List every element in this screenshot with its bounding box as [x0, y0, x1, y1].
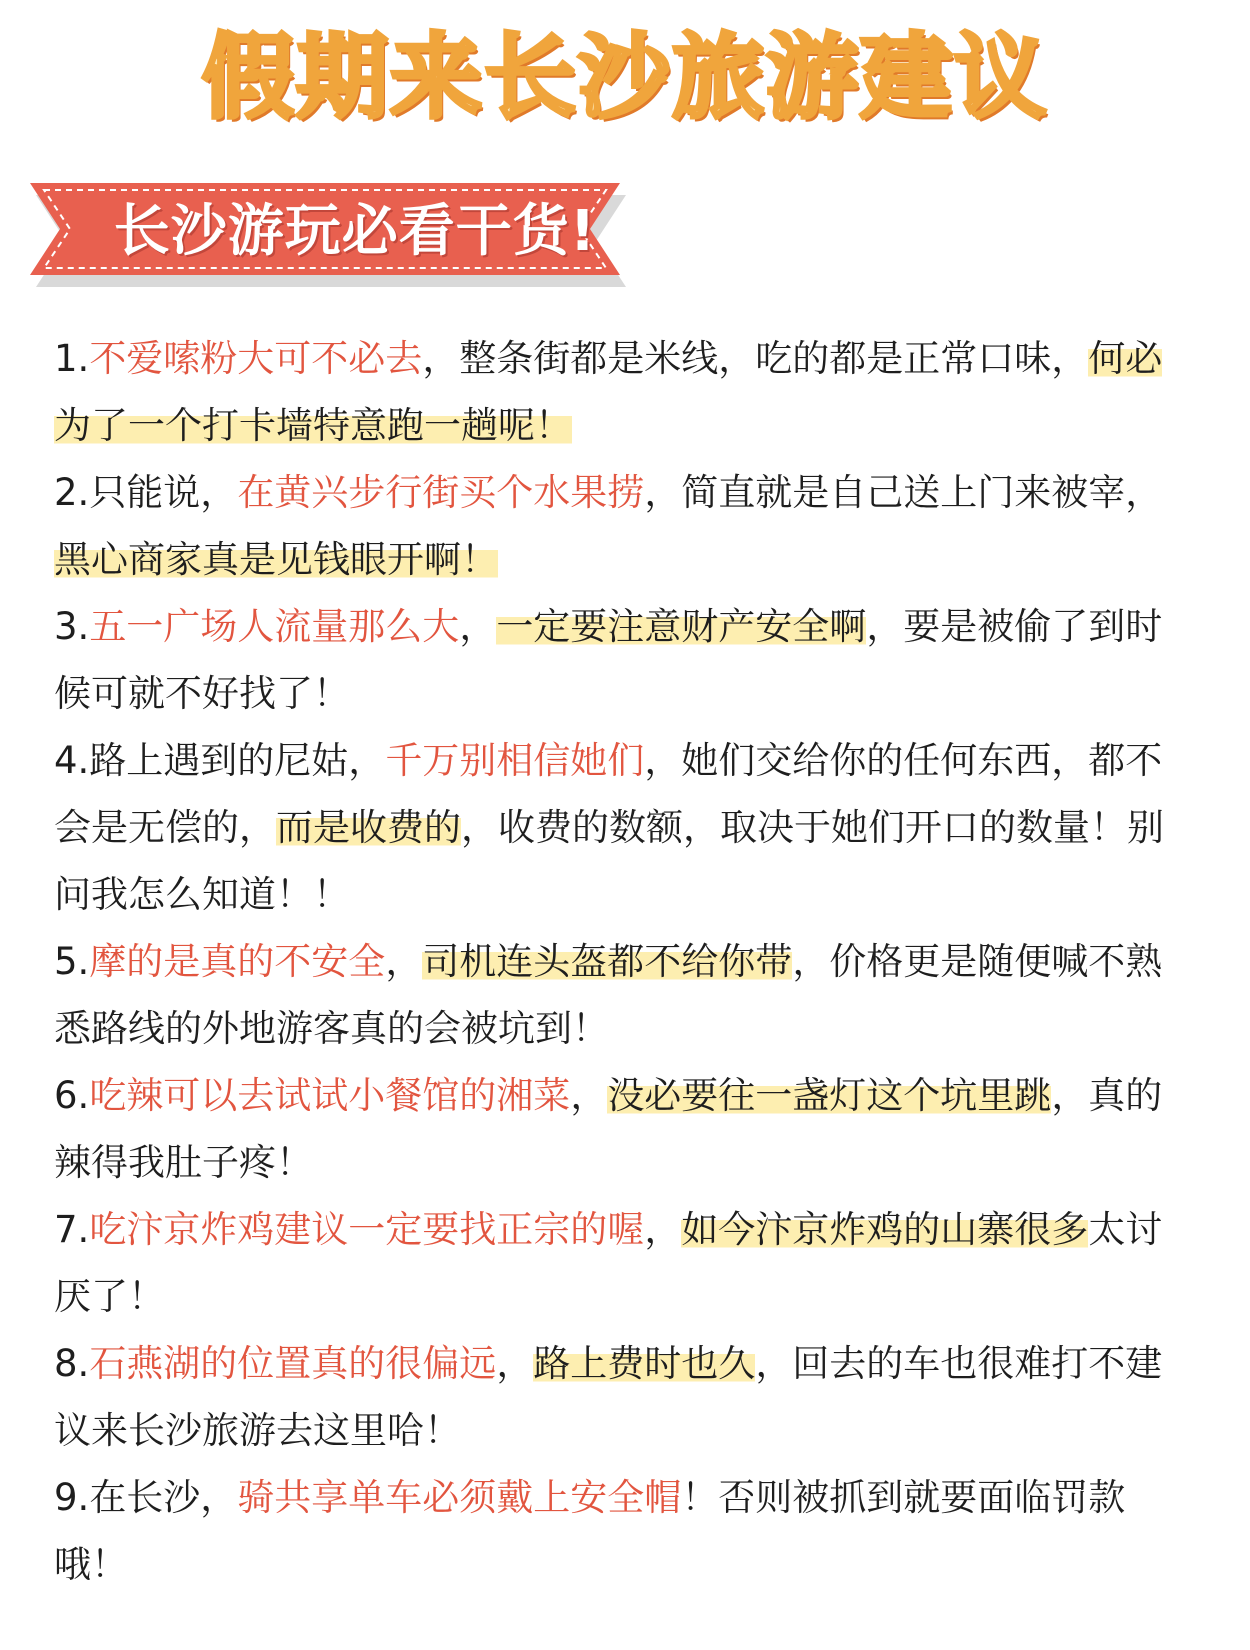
tip-emphasis-red: 在黄兴步行街买个水果捞 — [237, 471, 645, 514]
tip-text: 太讨厌了！ — [54, 1208, 1163, 1318]
tip-item — [54, 1330, 1194, 1464]
tip-text: ，要是被偷了到时候可就不好找了！ — [54, 605, 1163, 715]
tip-text: ！否则被抓到就要面临罚款哦！ — [54, 1476, 1126, 1586]
tip-text: ，简直就是自己送上门来被宰， — [644, 471, 1163, 514]
tip-text: ，收费的数额，取决于她们开口的数量！别问我怎么知道！！ — [54, 806, 1164, 916]
tip-highlight: 一定要注意财产安全啊 — [496, 605, 867, 648]
tip-number: 9. — [54, 1476, 90, 1519]
tip-item — [54, 593, 1194, 727]
tip-text: ， — [644, 1208, 682, 1251]
ribbon-heading: 长沙游玩必看干货! — [113, 199, 597, 264]
tip-item — [54, 928, 1194, 1062]
tip-number: 6. — [54, 1074, 90, 1117]
tip-text: ，回去的车也很难打不建议来长沙旅游去这里哈！ — [54, 1342, 1163, 1452]
tip-item — [54, 325, 1194, 459]
tip-number: 1. — [54, 337, 90, 380]
tip-number: 5. — [54, 940, 90, 983]
tip-text: ，价格更是随便喊不熟悉路线的外地游客真的会被坑到！ — [54, 940, 1163, 1050]
tip-item — [54, 1062, 1194, 1196]
tip-emphasis-red: 骑共享单车必须戴上安全帽 — [237, 1476, 682, 1519]
tip-text: ，整条街都是米线，吃的都是正常口味， — [422, 337, 1089, 380]
tip-text: ，她们交给你的任何东西，都不会是无偿的， — [54, 739, 1163, 849]
section-ribbon — [30, 183, 650, 293]
tip-emphasis-red: 千万别相信她们 — [385, 739, 645, 782]
tip-emphasis-red: 吃辣可以去试试小餐馆的湘菜 — [89, 1074, 571, 1117]
page-title: 假期来长沙旅游建议 — [201, 24, 1048, 131]
tip-number: 4. — [54, 739, 90, 782]
tip-item — [54, 1464, 1194, 1598]
tip-text: 路上遇到的尼姑， — [89, 739, 386, 782]
tip-number: 8. — [54, 1342, 90, 1385]
tip-highlight: 司机连头盔都不给你带 — [422, 940, 793, 983]
tip-text: ， — [496, 1342, 534, 1385]
tip-item — [54, 1196, 1194, 1330]
tip-text: ， — [570, 1074, 608, 1117]
tip-emphasis-red: 石燕湖的位置真的很偏远 — [89, 1342, 497, 1385]
tip-emphasis-red: 五一广场人流量那么大 — [89, 605, 460, 648]
tip-number: 3. — [54, 605, 90, 648]
tip-number: 2. — [54, 471, 90, 514]
tip-text: 在长沙， — [89, 1476, 238, 1519]
tip-text: ， — [459, 605, 497, 648]
tip-highlight: 而是收费的 — [276, 806, 461, 849]
tip-highlight: 没必要往一盏灯这个坑里跳 — [607, 1074, 1052, 1117]
tip-item — [54, 727, 1194, 928]
tip-text: 只能说， — [89, 471, 238, 514]
tip-text: ， — [385, 940, 423, 983]
tip-emphasis-red: 不爱嗦粉大可不必去 — [89, 337, 423, 380]
tip-highlight: 如今汴京炸鸡的山寨很多 — [681, 1208, 1089, 1251]
tip-item — [54, 459, 1194, 593]
tip-text: ，真的辣得我肚子疼！ — [54, 1074, 1163, 1184]
tip-highlight: 黑心商家真是见钱眼开啊！ — [54, 538, 498, 581]
tip-emphasis-red: 吃汴京炸鸡建议一定要找正宗的喔 — [89, 1208, 645, 1251]
tip-highlight: 路上费时也久 — [533, 1342, 756, 1385]
tip-emphasis-red: 摩的是真的不安全 — [89, 940, 386, 983]
tip-highlight: 何必为了一个打卡墙特意跑一趟呢！ — [54, 337, 1163, 447]
tip-number: 7. — [54, 1208, 90, 1251]
tips-list — [54, 325, 1194, 1598]
